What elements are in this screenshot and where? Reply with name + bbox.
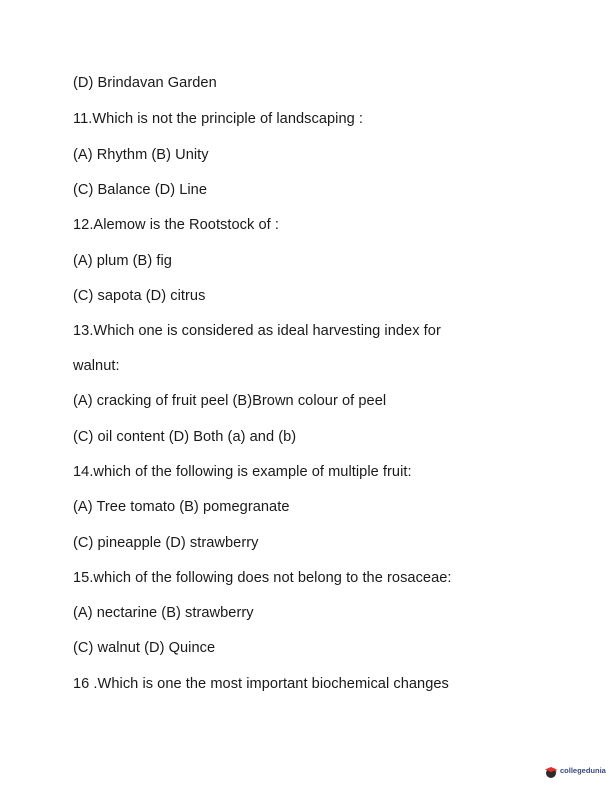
question-16: 16 .Which is one the most important biochemical changes	[73, 676, 449, 692]
question-15-options-ab: (A) nectarine (B) strawberry	[73, 605, 254, 621]
collegedunia-logo	[544, 764, 606, 780]
question-15: 15.which of the following does not belong to the rosaceae:	[73, 570, 452, 586]
question-12-options-cd: (C) sapota (D) citrus	[73, 288, 206, 304]
question-13-options-cd: (C) oil content (D) Both (a) and (b)	[73, 429, 297, 445]
question-14-options-ab: (A) Tree tomato (B) pomegranate	[73, 499, 290, 515]
question-12: 12.Alemow is the Rootstock of :	[73, 217, 279, 233]
question-11-options-ab: (A) Rhythm (B) Unity	[73, 147, 209, 163]
question-15-options-cd: (C) walnut (D) Quince	[73, 640, 216, 656]
question-14: 14.which of the following is example of multiple fruit:	[73, 464, 412, 480]
question-13-continued: walnut:	[73, 358, 120, 374]
logo-wordmark: collegedunia	[560, 765, 606, 775]
text-line: (D) Brindavan Garden	[73, 75, 217, 91]
question-12-options-ab: (A) plum (B) fig	[73, 253, 172, 269]
graduation-cap-icon	[544, 765, 558, 779]
question-14-options-cd: (C) pineapple (D) strawberry	[73, 535, 259, 551]
question-11-options-cd: (C) Balance (D) Line	[73, 182, 208, 198]
logo-tagline-mark	[560, 775, 606, 779]
question-13-options-ab: (A) cracking of fruit peel (B)Brown colour of peel	[73, 393, 387, 409]
question-13: 13.Which one is considered as ideal harvesting index for	[73, 323, 441, 339]
question-11: 11.Which is not the principle of landscaping :	[73, 111, 364, 127]
